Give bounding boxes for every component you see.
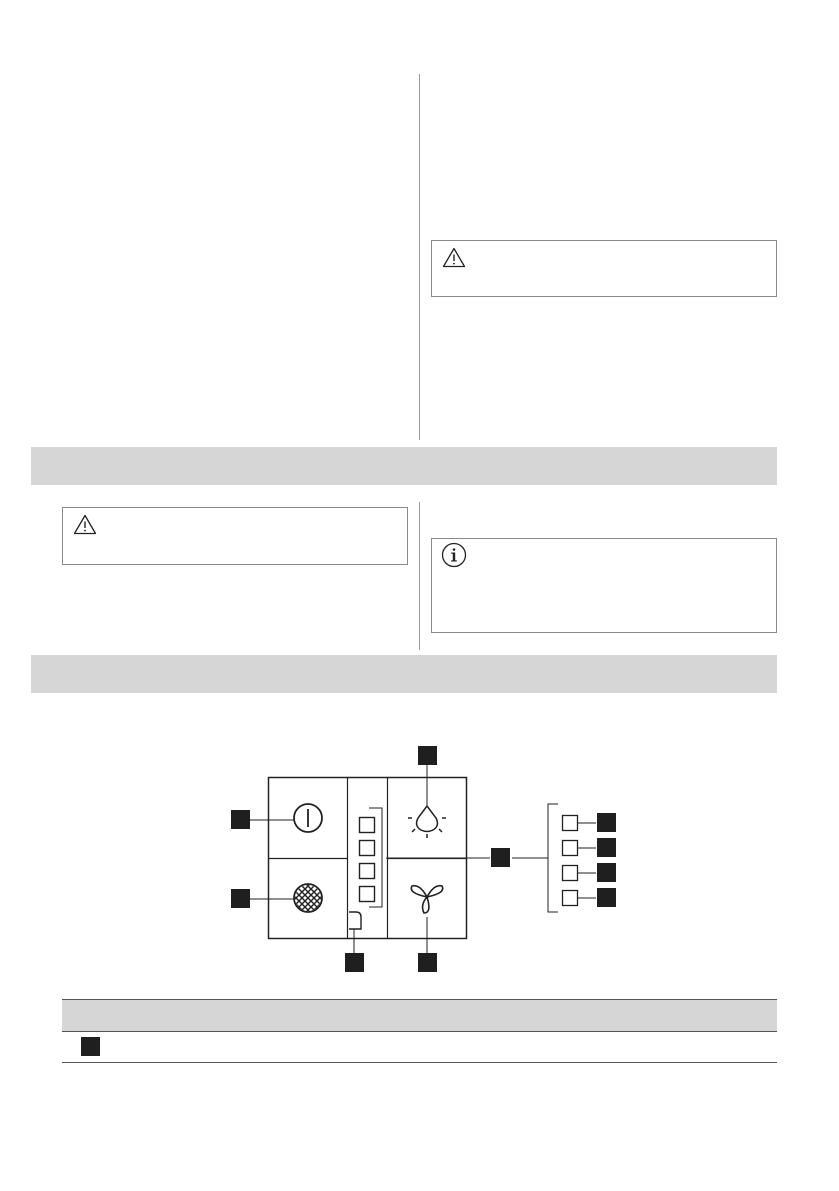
callout-label [231,810,250,829]
on-off-icon [294,804,322,832]
callout-label [597,888,616,907]
callout-label [597,838,616,857]
fan-level-indicators [360,818,375,902]
fan-icon [411,886,442,913]
callout-label [345,953,364,972]
callout-label [418,953,437,972]
callout-label [418,746,437,765]
callout-label [491,848,510,867]
callout-label [231,889,250,908]
table-header-rule [62,1031,777,1032]
callout-label [597,813,616,832]
callout-label [597,863,616,882]
light-bulb-icon [408,806,446,838]
legend-indicator-squares [563,816,578,906]
table-bottom-rule [62,1062,777,1063]
table-header-row [62,1000,777,1031]
grease-filter-icon [262,876,354,926]
table-row-label [81,1037,100,1056]
